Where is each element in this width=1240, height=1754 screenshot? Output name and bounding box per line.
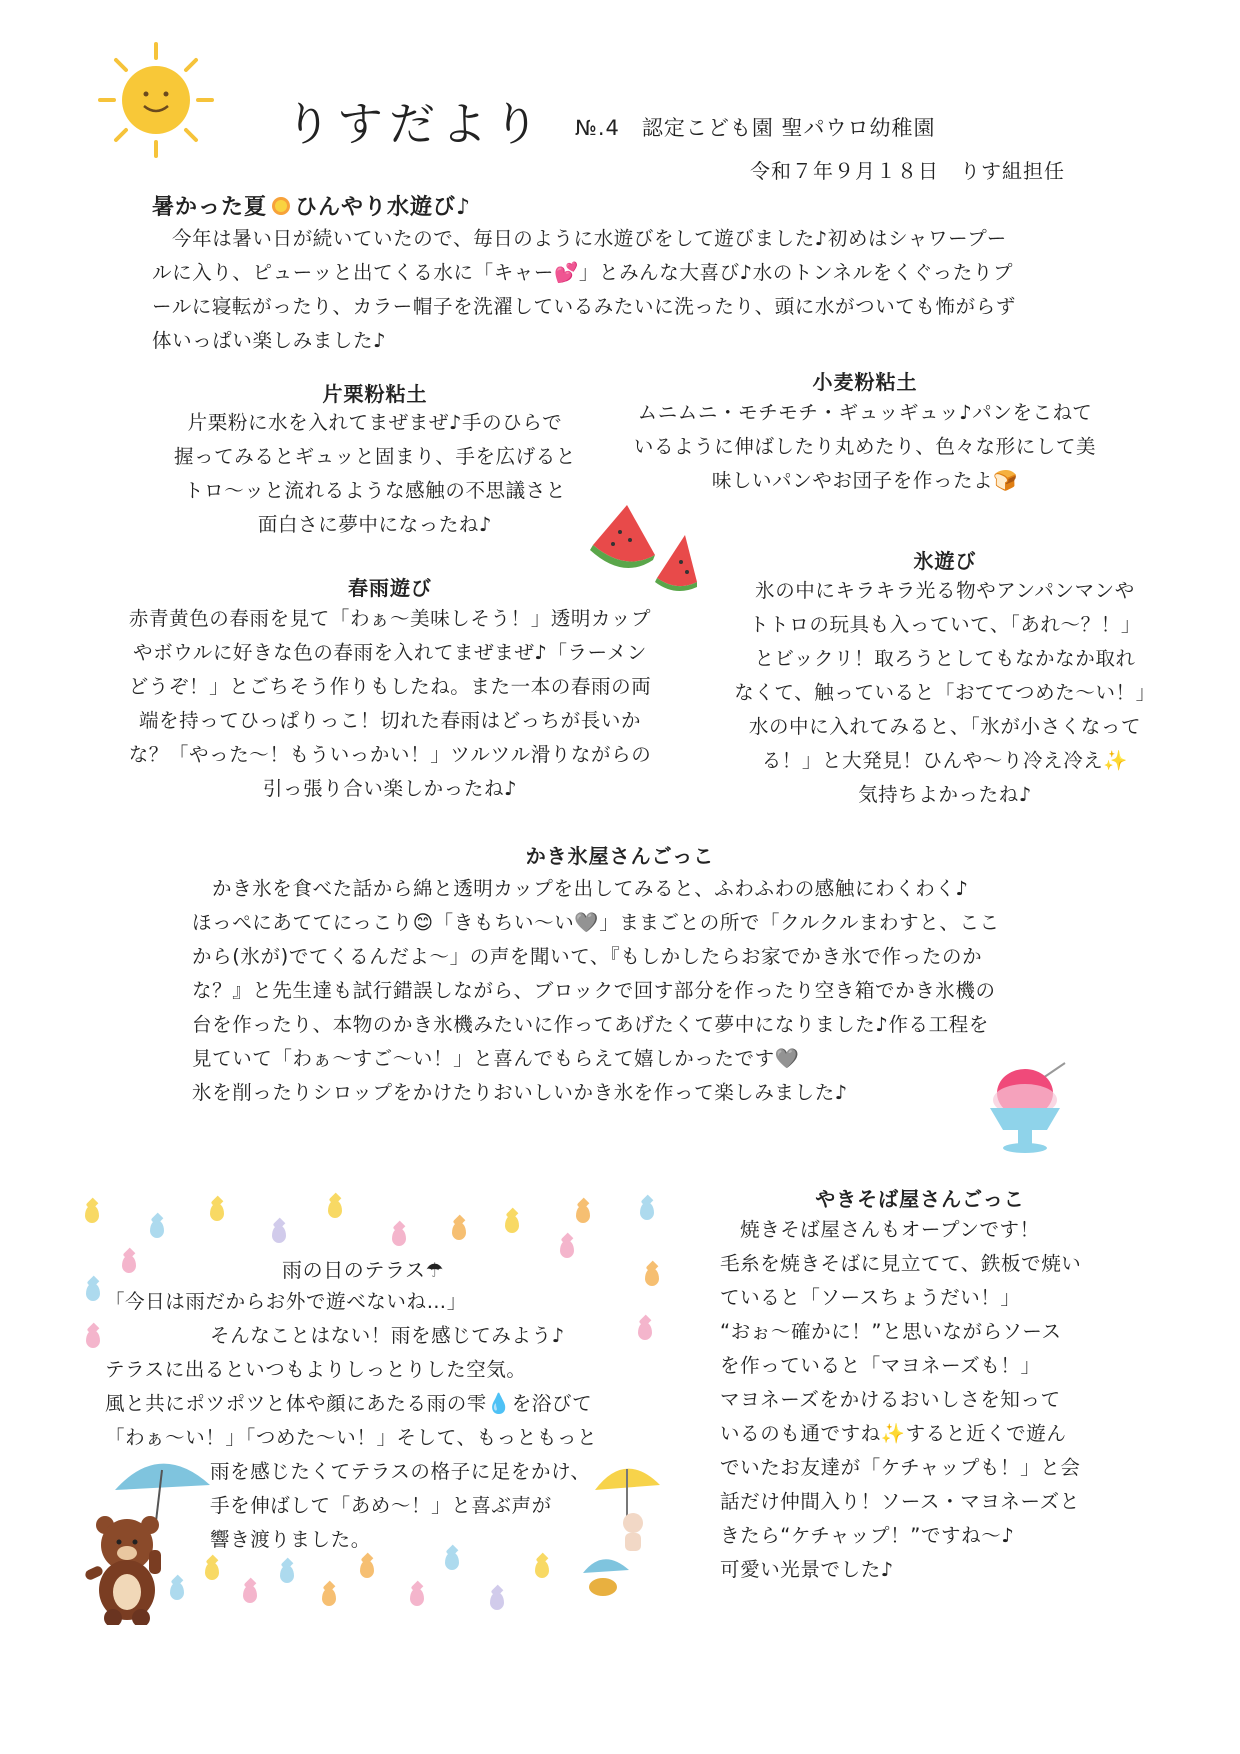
komugiko-line: いるように伸ばしたり丸めたり、色々な形にして美 <box>633 435 1097 458</box>
rain-line: 雨を感じたくてテラスの格子に足をかけ、 <box>210 1460 591 1483</box>
katakuriko-line: 面白さに夢中になったね♪ <box>257 513 493 536</box>
intro-heading-b: ひんやり水遊び♪ <box>295 195 472 220</box>
intro-line: ールに寝転がったり、カラー帽子を洗濯しているみたいに洗ったり、頭に水がついても怖がらず <box>152 295 1016 318</box>
harusame-line: 引っ張り合い楽しかったね♪ <box>262 777 518 800</box>
koori-line: トトロの玩具も入っていて、「あれ～？！」 <box>749 613 1141 636</box>
kakigori-line: な？』と先生達も試行錯誤しながら、ブロックで回す部分を作ったり空き箱でかき氷機の <box>192 979 996 1002</box>
intro-heading <box>152 190 471 221</box>
intro-line: 今年は暑い日が続いていたので、毎日のように水遊びをして遊びました♪初めはシャワープー <box>172 227 1007 250</box>
komugiko-line: 味しいパンやお団子を作ったよ🍞 <box>711 469 1019 492</box>
umbrella-icon <box>575 1455 675 1600</box>
harusame-title: 春雨遊び <box>348 576 432 600</box>
rain-line: 響き渡りました。 <box>210 1528 371 1551</box>
komugiko-line: ムニムニ・モチモチ・ギュッギュッ♪パンをこねて <box>637 401 1093 424</box>
harusame-line: 端を持ってひっぱりっこ！切れた春雨はどっちが長いか <box>138 709 642 732</box>
kakigori-line: から(氷が)でてくるんだよ～」の声を聞いて、『もしかしたらお家でかき氷で作ったのか <box>192 945 983 968</box>
komugiko-text <box>610 396 1120 498</box>
rain-line: そんなことはない！雨を感じてみよう♪ <box>210 1324 565 1347</box>
bear-icon <box>65 1450 215 1625</box>
yakisoba-line: を作っていると「マヨネーズも！」 <box>720 1354 1041 1377</box>
yakisoba-line: マヨネーズをかけるおいしさを知って <box>720 1388 1061 1411</box>
harusame-line: どうぞ！」とごちそう作りもしたね。また一本の春雨の両 <box>128 675 652 698</box>
harusame-line: やボウルに好きな色の春雨を入れてまぜまぜ♪「ラーメン <box>133 641 647 664</box>
katakuriko-text <box>140 406 610 542</box>
harusame-line: 赤青黄色の春雨を見て「わぁ～美味しそう！」透明カップ <box>128 607 652 630</box>
koori-line: る！」と大発見！ひんや～り冷え冷え✨ <box>761 749 1129 772</box>
intro-text <box>152 222 1016 358</box>
koori-line: なくて、触っていると「おててつめた～い！」 <box>734 681 1156 704</box>
yakisoba-line: でいたお友達が「ケチャップも！」と会 <box>720 1456 1081 1479</box>
koori-text <box>720 574 1170 812</box>
yakisoba-text <box>720 1213 1081 1587</box>
kakigori-text <box>192 872 1000 1110</box>
harusame-text <box>100 602 680 806</box>
yakisoba-line: ていると「ソースちょうだい！」 <box>720 1286 1021 1309</box>
intro-line: 体いっぱい楽しみました♪ <box>152 329 387 352</box>
yakisoba-line: “おぉ～確かに！”と思いながらソース <box>720 1320 1062 1343</box>
katakuriko-title: 片栗粉粘土 <box>322 382 428 406</box>
subtitle: №.4 認定こども園 聖パウロ幼稚園 <box>575 116 936 140</box>
rain-line: テラスに出るといつもよりしっとりした空気。 <box>105 1358 527 1381</box>
sun-icon <box>96 40 216 160</box>
komugiko-title: 小麦粉粘土 <box>812 370 918 394</box>
katakuriko-line: トロ～ッと流れるような感触の不思議さと <box>184 479 566 502</box>
kakigori-line: 見ていて「わぁ～すご～い！」と喜んでもらえて嬉しかったです🩶 <box>192 1047 800 1070</box>
page-title: りすだより <box>285 97 545 151</box>
rain-line: 「わぁ～い！」「つめた～い！」そして、もっともっと <box>105 1426 598 1449</box>
katakuriko-line: 片栗粉に水を入れてまぜまぜ♪手のひらで <box>187 411 563 434</box>
katakuriko-line: 握ってみるとギュッと固まり、手を広げると <box>173 445 576 468</box>
yakisoba-line: いるのも通ですね✨すると近くで遊ん <box>720 1422 1067 1445</box>
kakigori-title: かき氷屋さんごっこ <box>525 844 715 868</box>
shaved-ice-icon <box>985 1058 1075 1158</box>
yakisoba-line: 話だけ仲間入り！ソース・マヨネーズと <box>720 1490 1080 1513</box>
koori-line: 氷の中にキラキラ光る物やアンパンマンや <box>755 579 1135 602</box>
kakigori-line: 台を作ったり、本物のかき氷機みたいに作ってあげたくて夢中になりました♪作る工程を <box>192 1013 989 1036</box>
sun-small-icon <box>270 195 292 217</box>
rain-line: 風と共にポツポツと体や顔にあたる雨の雫💧を浴びて <box>105 1392 593 1415</box>
intro-heading-a: 暑かった夏 <box>152 195 268 220</box>
yakisoba-line: 焼きそば屋さんもオープンです！ <box>740 1218 1040 1241</box>
yakisoba-title: やきそば屋さんごっこ <box>815 1187 1025 1211</box>
date-line: 令和７年９月１８日 りす組担任 <box>750 159 1065 183</box>
kakigori-line: ほっぺにあててにっこり😊「きもちい～い🩶」ままごとの所で「クルクルまわすと、ここ <box>192 911 1000 934</box>
koori-line: 水の中に入れてみると、「氷が小さくなって <box>748 715 1142 738</box>
yakisoba-line: 毛糸を焼きそばに見立てて、鉄板で焼い <box>720 1252 1082 1275</box>
harusame-line: な？「やった～！もういっかい！」ツルツル滑りながらの <box>128 743 652 766</box>
kakigori-line: 氷を削ったりシロップをかけたりおいしいかき氷を作って楽しみました♪ <box>192 1081 848 1104</box>
rain-line: 手を伸ばして「あめ～！」と喜ぶ声が <box>210 1494 552 1517</box>
rain-line: 「今日は雨だからお外で遊べないね…」 <box>105 1290 467 1313</box>
koori-title: 氷遊び <box>913 549 977 573</box>
yakisoba-line: きたら“ケチャップ！”ですね～♪ <box>720 1524 1015 1547</box>
rain-title: 雨の日のテラス☂ <box>282 1258 445 1282</box>
koori-line: とビックリ！取ろうとしてもなかなか取れ <box>754 647 1136 670</box>
yakisoba-line: 可愛い光景でした♪ <box>720 1558 894 1581</box>
intro-line: ルに入り、ピューッと出てくる水に「キャー💕」とみんな大喜び♪水のトンネルをくぐったりプ <box>152 261 1014 284</box>
koori-line: 気持ちよかったね♪ <box>858 783 1032 806</box>
kakigori-line: かき氷を食べた話から綿と透明カップを出してみると、ふわふわの感触にわくわく♪ <box>212 877 969 900</box>
